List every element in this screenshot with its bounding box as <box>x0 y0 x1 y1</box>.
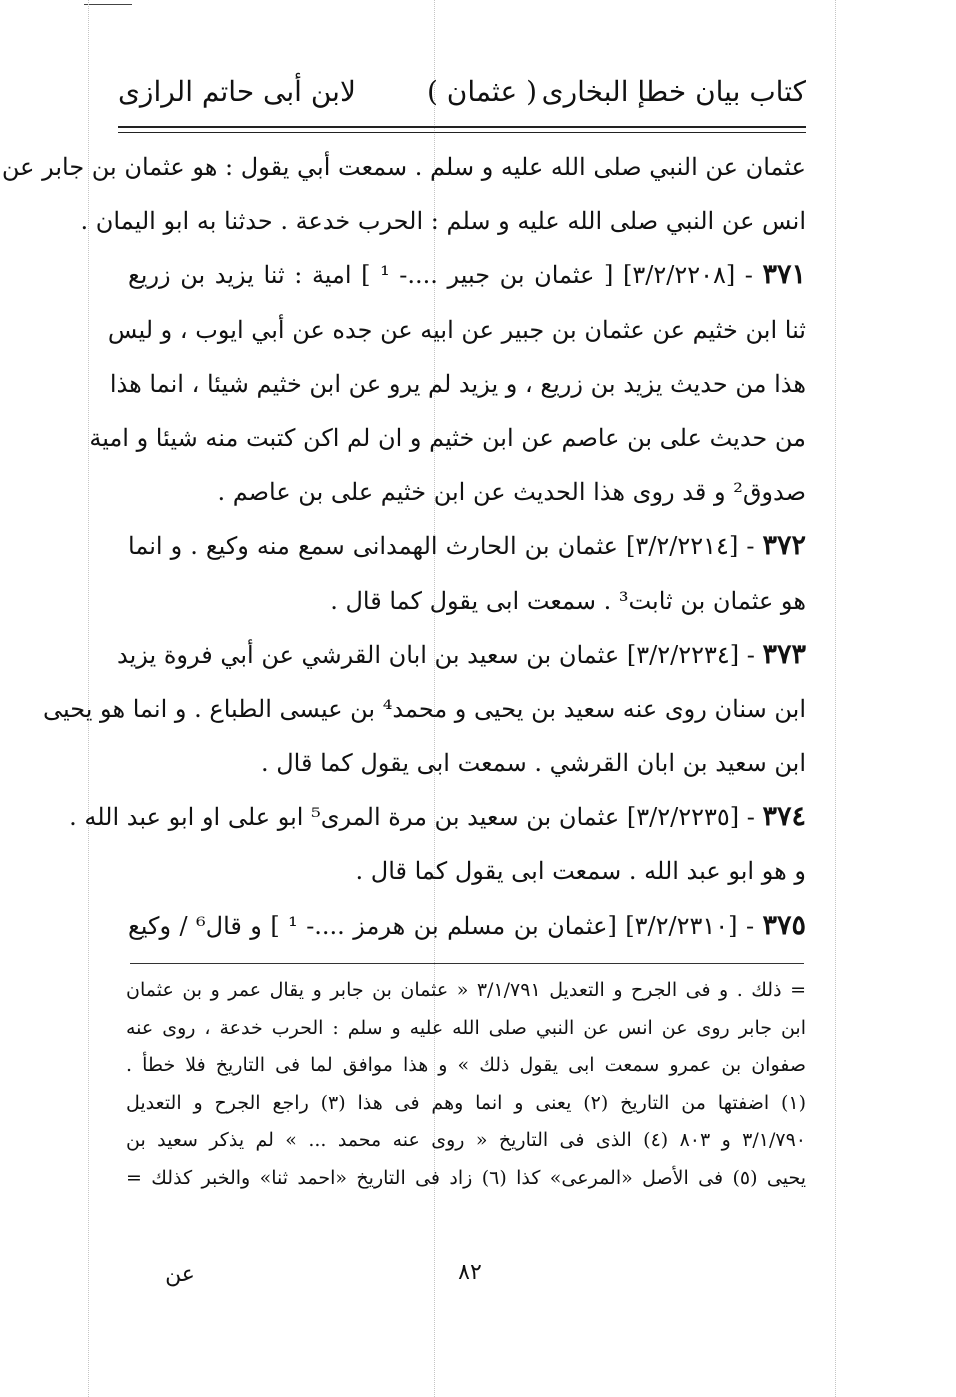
line-text: من حديث على بن عاصم عن ابن خثيم و ان لم اكن كتبت منه شيئا و امية <box>89 423 806 452</box>
text-line <box>128 465 806 519</box>
line-text: انس عن النبي صلى الله عليه و سلم : الحرب خدعة . حدثنا به ابو اليمان . <box>80 207 806 236</box>
line-text: صدوق² و قد روى هذا الحديث عن ابن خثيم على بن عاصم . <box>217 478 806 507</box>
text-line <box>109 357 806 411</box>
running-header <box>118 62 806 122</box>
footnote-line: = ذلك . و فى الجرح و التعديل ٣/١/٧٩١ « عثمان بن جابر و يقال عمر و بن عثمان <box>126 979 806 1001</box>
line-text: و هو ابو عبد الله . سمعت ابى يقول كما قال . <box>355 857 806 886</box>
header-rule-thin <box>118 132 806 133</box>
line-text: - [٣/٢/٢٢٠٨] [ عثمان بن جبير ....- ¹ ] امية : ثنا يزيد بن زريع <box>128 261 763 290</box>
text-line <box>128 736 806 790</box>
line-text: عثمان عن النبي صلى الله عليه و سلم . سمعت أبي يقول : هو عثمان بن جابر عن <box>1 153 806 181</box>
text-line <box>89 411 806 465</box>
text-line <box>80 194 806 248</box>
text-line <box>128 844 806 898</box>
entry-line <box>128 248 806 302</box>
entry-number: ٣٧٤ <box>762 801 806 833</box>
author-name: لابن أبى حاتم الرازى <box>118 75 356 108</box>
line-text: ثنا ابن خثيم عن عثمان بن جبير عن ابيه عن جده عن أبي ايوب ، و ليس <box>107 315 806 344</box>
catchword: عن <box>165 1262 195 1287</box>
footnote-line: صفوان بن عمرو سمعت ابى يقول ذلك » و هذا موافق لما فى التاريخ فلا خطأ . <box>126 1054 806 1077</box>
text-line <box>1 140 806 194</box>
footnote-line: ٣/١/٧٩٠ و ٨٠٣ (٤) الذى فى التاريخ « روى عنه محمد ... » لم يذكر سعيد بن <box>126 1129 806 1152</box>
entry-number: ٣٧٢ <box>762 530 807 562</box>
entry-number: ٣٧١ <box>762 259 807 291</box>
footnote-separator <box>130 963 804 964</box>
footnotes <box>126 972 806 1198</box>
line-text: - [٣/٢/٢٢١٤] عثمان بن الحارث الهمدانى سمع منه وكيع . و انما <box>128 532 763 561</box>
footnote-line: (١) اضفتها من التاريخ (٢) يعنى و انما وهم فى هذا (٣) راجع الجرح و التعديل <box>126 1091 807 1114</box>
main-text <box>1 140 807 953</box>
line-text: هذا من حديث يزيد بن زريع ، و يزيد لم يرو عن ابن خثيم شيئا ، انما هذا <box>109 369 806 398</box>
line-text: - [٣/٢/٢٢٣٤] عثمان بن سعيد بن ابان القرشي عن أبي فروة يزيد <box>117 640 763 669</box>
entry-line <box>117 628 806 682</box>
line-text: - [٣/٢/٢٢٣٥] عثمان بن سعيد بن مرة المرى⁵ ابو على او ابو عبد الله . <box>69 803 763 832</box>
entry-line <box>128 519 806 573</box>
line-text: هو عثمان بن ثابت³ . سمعت ابى يقول كما قال . <box>330 586 806 615</box>
entry-line <box>69 790 806 844</box>
section-title: ( عثمان ) <box>426 75 538 108</box>
margin-guide-right <box>835 0 836 1397</box>
top-margin-rule <box>84 4 132 5</box>
footnote-line: يحيى (٥) فى الأصل «المرعى» كذا (٦) زاد فى التاريخ «احمد ثنا» والخبر كذلك = <box>126 1166 806 1189</box>
line-text: ابن سنان روى عنه سعيد بن يحيى و محمد⁴ بن عيسى الطباع . و انما هو يحيى <box>43 694 806 723</box>
text-line <box>43 682 806 736</box>
header-rule <box>118 126 806 128</box>
text-line <box>107 303 806 357</box>
book-title: كتاب بيان خطإ البخارى <box>541 75 806 108</box>
footnote-line: ابن جابر روى عن انس عن النبي صلى الله عليه و سلم : الحرب خدعة ، روى عنه <box>126 1016 806 1039</box>
entry-number: ٣٧٥ <box>762 909 807 941</box>
entry-number: ٣٧٣ <box>762 638 806 670</box>
entry-line <box>128 899 806 953</box>
page-number: ٨٢ <box>458 1260 482 1285</box>
line-text: ابن سعيد بن ابان القرشي . سمعت ابى يقول كما قال . <box>260 749 806 778</box>
line-text: - [٣/٢/٢٣١٠] [عثمان بن مسلم بن هرمز ....- ¹ ] و قال⁶ / وكيع <box>128 911 763 940</box>
text-line <box>128 574 806 628</box>
